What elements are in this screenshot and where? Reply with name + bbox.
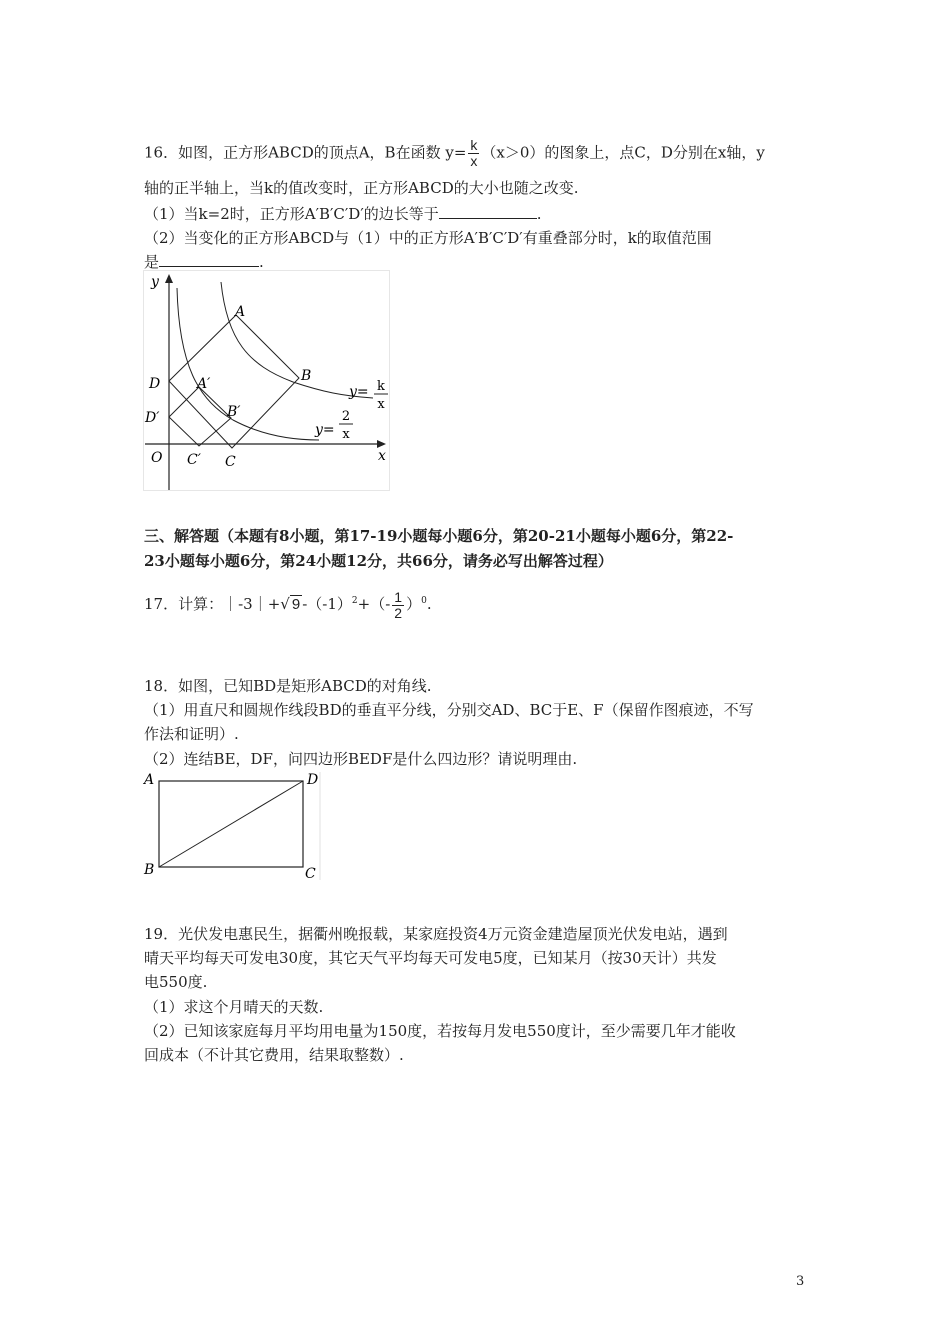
- label-D: D: [149, 376, 161, 392]
- section3-title: 三、解答题（本题有8小题，第17-19小题每小题6分，第20-21小题每小题6分，第22-: [144, 527, 734, 545]
- q19-line2: 晴天平均每天可发电30度，其它天气平均每天可发电5度，已知某月（按30天计）共发: [144, 949, 717, 967]
- q16-line1: [144, 138, 765, 169]
- label-D-prime: D′: [145, 410, 160, 426]
- q16-part2-cont: 是 .: [144, 253, 264, 271]
- q17-fraction: $\frac{1}{2}$: [394, 588, 403, 621]
- curve2-den: x: [342, 427, 350, 442]
- label-B: B: [301, 368, 312, 384]
- q19-part2: （2）已知该家庭每月平均用电量为150度，若按每月发电550度计，至少需要几年才能收: [144, 1022, 736, 1040]
- answer-blank-2: [159, 252, 259, 267]
- q18-line4: （2）连结BE，DF，问四边形BEDF是什么四边形？请说明理由.: [144, 750, 578, 768]
- label-A: A: [144, 772, 155, 788]
- q19-part1: （1）求这个月晴天的天数.: [144, 998, 324, 1016]
- curve1-label: y=: [349, 384, 369, 400]
- q16-part1: （1）当k=2时，正方形A′B′C′D′的边长等于 .: [144, 205, 542, 223]
- label-B: B: [144, 862, 155, 878]
- q18-line1: 18．如图，已知BD是矩形ABCD的对角线.: [144, 677, 432, 695]
- q16-figure: [143, 270, 391, 492]
- curve-y-2-over-x: [177, 288, 319, 440]
- x-axis-arrow: [377, 440, 386, 448]
- q16-line2: 轴的正半轴上，当k的值改变时，正方形ABCD的大小也随之改变.: [144, 179, 579, 197]
- q19-part2-cont: 回成本（不计其它费用，结果取整数）.: [144, 1046, 404, 1064]
- label-D: D: [307, 772, 319, 788]
- absolute-value: ｜-3｜: [223, 595, 268, 613]
- section3-title-cont: 23小题每小题6分，第24小题12分，共66分，请务必写出解答过程）: [144, 552, 613, 570]
- q16-text-b: （x＞0）的图象上，点C，D分别在x轴，y: [481, 143, 765, 162]
- q18-figure: [140, 770, 324, 882]
- q18-line3: 作法和证明）.: [144, 725, 239, 743]
- label-C: C: [225, 454, 236, 470]
- q17-line: 17．计算：｜-3｜+√ 9 $-(-1)^2+(-$ $\frac{1}{2}$ ）$^0$.: [144, 588, 432, 621]
- square-root: √ 9: [280, 595, 301, 613]
- label-A-prime: A′: [197, 376, 211, 392]
- q18-line2: （1）用直尺和圆规作线段BD的垂直平分线，分别交AD、BC于E、F（保留作图痕迹，不写: [144, 701, 754, 719]
- figure-border: [144, 271, 390, 491]
- q16-part2: （2）当变化的正方形ABCD与（1）中的正方形A′B′C′D′有重叠部分时，k的取值范围: [144, 229, 712, 247]
- square-ABCD: [169, 315, 299, 448]
- curve2-label: y=: [315, 422, 335, 438]
- q16-text-a: 16．如图，正方形ABCD的顶点A，B在函数 y=: [144, 143, 467, 162]
- label-x: x: [378, 448, 386, 464]
- q16-fraction: $\frac{k}{x}$: [470, 137, 478, 169]
- label-B-prime: B′: [227, 404, 241, 420]
- q19-line3: 电550度.: [144, 973, 208, 991]
- answer-blank-1: [439, 204, 537, 219]
- label-C: C: [305, 866, 316, 882]
- q19-line1: 19．光伏发电惠民生，据衢州晚报载，某家庭投资4万元资金建造屋顶光伏发电站，遇到: [144, 925, 728, 943]
- label-A: A: [235, 304, 246, 320]
- curve1-num: k: [377, 379, 385, 394]
- curve2-num: 2: [341, 409, 351, 424]
- curve1-den: x: [377, 397, 385, 412]
- label-O: O: [151, 450, 163, 466]
- y-axis-arrow: [165, 274, 173, 283]
- label-C-prime: C′: [187, 452, 201, 468]
- label-y: y: [151, 274, 159, 290]
- diagonal-BD: [159, 781, 303, 867]
- page-number: 3: [796, 1274, 805, 1289]
